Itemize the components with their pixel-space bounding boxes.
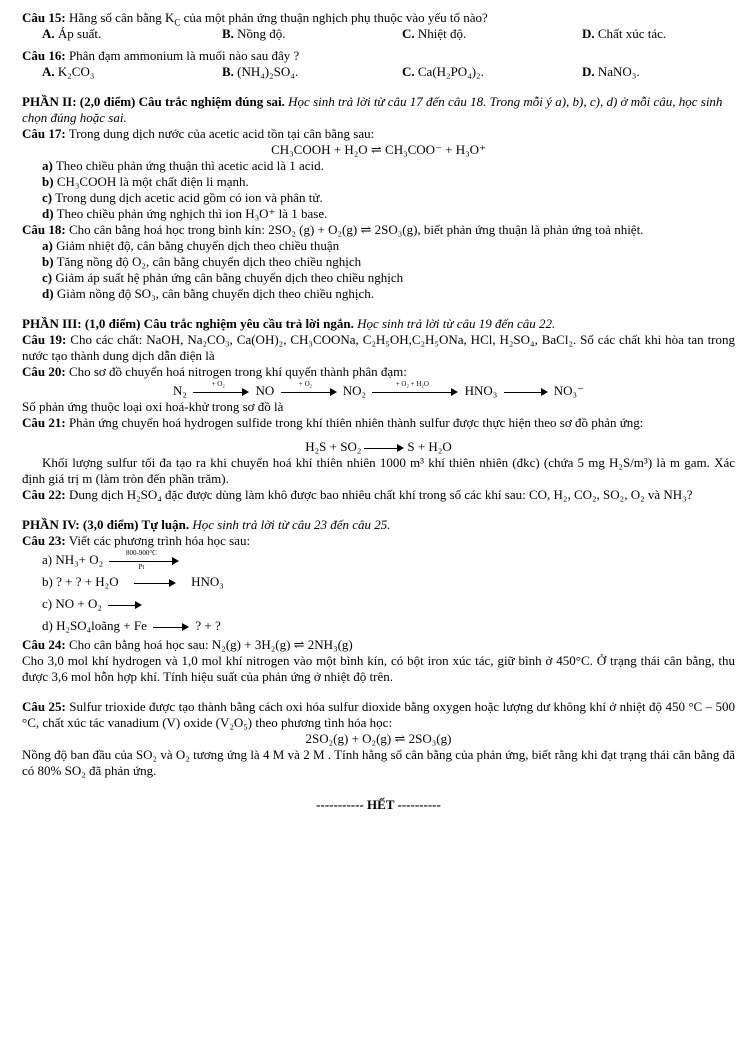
eq-key: d) (42, 618, 53, 633)
part-4-header (22, 517, 735, 533)
option-text: K₂CO₃ (57, 64, 95, 79)
option-d[interactable] (562, 26, 742, 42)
equation (22, 431, 735, 455)
question-body: Nồng độ ban đầu của SO₂ và O₂ tương ứng là 4 M và 2 M . Tính hằng số cân bằng của phản ứng, biết rằng khi đạt trạng thái cân bằng đã có 80% SO₂ đã phản ứng. (22, 747, 735, 778)
equation-a (42, 549, 735, 571)
question-21 (22, 415, 735, 431)
option-c[interactable] (382, 26, 562, 42)
question-18 (22, 222, 735, 238)
species-no3: NO₃⁻ (553, 383, 584, 398)
equation: CH₃COOH + H₂O ⇌ CH₃COO⁻ + H₃O⁺ (271, 142, 486, 157)
question-23 (22, 533, 735, 549)
item-b (42, 174, 735, 190)
question-body: Cho 3,0 mol khí hydrogen và 1,0 mol khí nitrogen vào một bình kín, có bột iron xúc tác, giữ bình ở 450°C. Ở trạng thái cân bằng, thu được 3,6 mol hỗn hợp khí. Tính hiệu suất của phản ứng ở nhiệt độ trên. (22, 653, 735, 684)
item-key: c) (42, 270, 53, 285)
question-text-sub: C (174, 17, 181, 28)
item-list (22, 158, 735, 222)
arrow-label: + O₂ (211, 380, 225, 389)
question-text: Cho cân bằng hoá học sau: N₂(g) + 3H₂(g) ⇌ 2NH₃(g) (68, 637, 353, 652)
arrow-icon (504, 386, 548, 398)
option-text: Nhiệt độ. (417, 26, 467, 41)
question-label: Câu 17: (22, 126, 66, 141)
arrow-icon (134, 577, 176, 589)
item-text: Giảm nồng độ SO₃, cân bằng chuyển dịch theo chiều nghịch. (56, 286, 374, 301)
arrow-icon (364, 442, 404, 454)
question-text: Viết các phương trình hóa học sau: (68, 533, 251, 548)
question-22 (22, 487, 735, 503)
question-label: Câu 15: (22, 10, 66, 25)
option-a[interactable] (22, 64, 202, 80)
item-d (42, 286, 735, 302)
arrow-icon (153, 621, 189, 633)
question-label: Câu 22: (22, 487, 66, 502)
option-c[interactable] (382, 64, 562, 80)
option-text: NaNO₃. (597, 64, 640, 79)
equation-rhs: S + H₂O (407, 439, 452, 454)
equation-lhs: H₂S + SO₂ (305, 439, 362, 454)
option-a[interactable] (22, 26, 202, 42)
equation-d (42, 615, 735, 637)
item-d (42, 206, 735, 222)
equation-b (42, 571, 735, 593)
part-note: Học sinh trả lời từ câu 19 đến câu 22. (357, 316, 556, 331)
option-key: D. (582, 64, 595, 79)
question-label: Câu 20: (22, 364, 66, 379)
question-text: Sulfur trioxide được tạo thành bằng cách oxi hóa sulfur dioxide bằng oxygen hoặc lượng dư không khí ở nhiệt độ 450 °C – 500 °C, chất xúc tác vanadium (V) oxide (V₂O₅) theo phương tình hóa học: (22, 699, 736, 730)
part-title: PHẦN IV: (3,0 điểm) Tự luận. (22, 517, 190, 532)
item-key: d) (42, 206, 54, 221)
option-key: C. (402, 26, 415, 41)
question-19 (22, 332, 735, 364)
question-16 (22, 48, 735, 64)
item-b (42, 254, 735, 270)
question-20 (22, 364, 735, 380)
arrow-icon (281, 380, 337, 398)
question-text: Cho sơ đồ chuyển hoá nitrogen trong khí quyển thành phân đạm: (68, 364, 407, 379)
option-text: Ca(H₂PO₄)₂. (417, 64, 484, 79)
item-list (22, 238, 735, 302)
eq-rhs: HNO₃ (191, 574, 224, 589)
item-text: Tăng nồng độ O₂, cân bằng chuyển dịch theo chiều nghịch (56, 254, 362, 269)
option-key: D. (582, 26, 595, 41)
option-d[interactable] (562, 64, 742, 80)
options-16 (22, 64, 735, 80)
question-label: Câu 21: (22, 415, 66, 430)
item-text: Giảm áp suất hệ phản ứng cân bằng chuyển dịch theo chiều nghịch (55, 270, 404, 285)
question-text-2: của một phản ứng thuận nghịch phụ thuộc vào yếu tố nào? (180, 10, 488, 25)
option-b[interactable] (202, 26, 382, 42)
part-title: PHẦN II: (2,0 điểm) Câu trắc nghiệm đúng sai. (22, 94, 285, 109)
species-hno3: HNO₃ (464, 383, 498, 398)
species-no2: NO₂ (342, 383, 367, 398)
arrow-icon (372, 380, 458, 398)
question-text-2: Số phản ứng thuộc loại oxi hoá-khử trong sơ đồ là (22, 399, 284, 414)
item-text: Trong dung dịch acetic acid gồm có ion và phân tử. (55, 190, 323, 205)
options-15 (22, 26, 735, 42)
eq-key: c) (42, 596, 53, 611)
question-label: Câu 23: (22, 533, 66, 548)
part-note: Học sinh trả lời từ câu 17 đến câu 18. Trong mỗi ý a), b), c), d) ở mỗi câu, học sinh chọn đúng hoặc sai. (22, 94, 723, 125)
eq-key: a) (42, 552, 53, 567)
end-marker: ----------- HẾT ---------- (316, 797, 441, 812)
species-no: NO (255, 383, 275, 398)
part-3-header (22, 316, 735, 332)
item-key: a) (42, 158, 53, 173)
option-key: A. (42, 26, 55, 41)
arrow-label-below: Pt (138, 563, 145, 572)
option-text: Nồng độ. (237, 26, 286, 41)
option-key: B. (222, 64, 234, 79)
question-17 (22, 126, 735, 142)
eq-rhs: ? + ? (195, 618, 221, 633)
part-title: PHẦN III: (1,0 điểm) Câu trắc nghiệm yêu cầu trả lời ngắn. (22, 316, 354, 331)
question-text: Trong dung dịch nước của acetic acid tồn tại cân bằng sau: (68, 126, 375, 141)
equation: 2SO₂(g) + O₂(g) ⇌ 2SO₃(g) (305, 731, 452, 746)
item-text: Theo chiều phản ứng nghịch thì ion H₃O⁺ là 1 base. (56, 206, 328, 221)
nitrogen-scheme (22, 380, 735, 399)
part-note: Học sinh trả lời từ câu 23 đến câu 25. (192, 517, 391, 532)
eq-lhs: NO + O₂ (55, 596, 102, 611)
part-2-header (22, 94, 735, 126)
question-text: Phân đạm ammonium là muối nào sau đây ? (68, 48, 300, 63)
item-text: CH₃COOH là một chất điện li mạnh. (56, 174, 249, 189)
question-25 (22, 699, 735, 731)
question-text: Dung dịch H₂SO₄ đặc được dùng làm khô được bao nhiêu chất khí trong số các khí sau: CO, H₂, CO₂, SO₂, O₂ và NH₃? (68, 487, 693, 502)
species-n2: N₂ (173, 383, 187, 398)
question-label: Câu 16: (22, 48, 66, 63)
item-a (42, 158, 735, 174)
eq-key: b) (42, 574, 53, 589)
question-label: Câu 24: (22, 637, 66, 652)
equation-c (42, 593, 735, 615)
question-text-2: Khối lượng sulfur tối đa tạo ra khi chuyển hoá khí thiên nhiên 1000 m³ khí thiên nhiên (đkc) (chứa 5 mg H₂S/m³) là m gam. Xác định giá trị m (làm tròn đến phần trăm). (22, 455, 735, 486)
arrow-icon (108, 599, 142, 611)
question-text: Cho cân bằng hoá học trong bình kín: 2SO₂ (g) + O₂(g) ⇌ 2SO₃(g), biết phản ứng thuận là phản ứng toả nhiệt. (68, 222, 644, 237)
equation-list (22, 549, 735, 637)
question-text: Cho các chất: NaOH, Na₂CO₃, Ca(OH)₂, CH₃COONa, C₂H₅OH,C₂H₅ONa, HCl, H₂SO₄, BaCl₂. Số các chất khi hòa tan trong nước tạo thành dung dịch dẫn điện là (22, 332, 736, 363)
option-b[interactable] (202, 64, 382, 80)
option-text: Chất xúc tác. (597, 26, 667, 41)
option-text: Áp suất. (57, 26, 102, 41)
arrow-label: + O₂ (298, 380, 313, 389)
arrow-icon (109, 549, 179, 572)
question-label: Câu 19: (22, 332, 67, 347)
item-key: b) (42, 254, 54, 269)
item-c (42, 190, 735, 206)
item-c (42, 270, 735, 286)
question-15 (22, 10, 735, 26)
item-text: Theo chiều phản ứng thuận thì acetic acid là 1 acid. (55, 158, 324, 173)
option-text: (NH₄)₂SO₄. (237, 64, 299, 79)
item-key: b) (42, 174, 54, 189)
eq-lhs: ? + ? + H₂O (56, 574, 119, 589)
option-key: A. (42, 64, 55, 79)
eq-lhs: H₂SO₄loãng + Fe (56, 618, 147, 633)
item-a (42, 238, 735, 254)
item-text: Giảm nhiệt độ, cân bằng chuyển dịch theo chiều thuận (56, 238, 340, 253)
item-key: a) (42, 238, 53, 253)
arrow-icon (193, 380, 249, 398)
question-label: Câu 25: (22, 699, 66, 714)
item-key: d) (42, 286, 54, 301)
arrow-label: + O₂ + H₂O (395, 380, 429, 389)
option-key: C. (402, 64, 415, 79)
question-text: Hằng số cân bằng K (68, 10, 175, 25)
option-key: B. (222, 26, 234, 41)
question-label: Câu 18: (22, 222, 66, 237)
eq-lhs: NH₃+ O₂ (55, 552, 104, 567)
question-text: Phản ứng chuyển hoá hydrogen sulfide trong khí thiên nhiên thành sulfur được thực hiện theo sơ đồ phản ứng: (68, 415, 644, 430)
question-24 (22, 637, 735, 653)
item-key: c) (42, 190, 53, 205)
arrow-label: 800-900°C (126, 549, 157, 558)
